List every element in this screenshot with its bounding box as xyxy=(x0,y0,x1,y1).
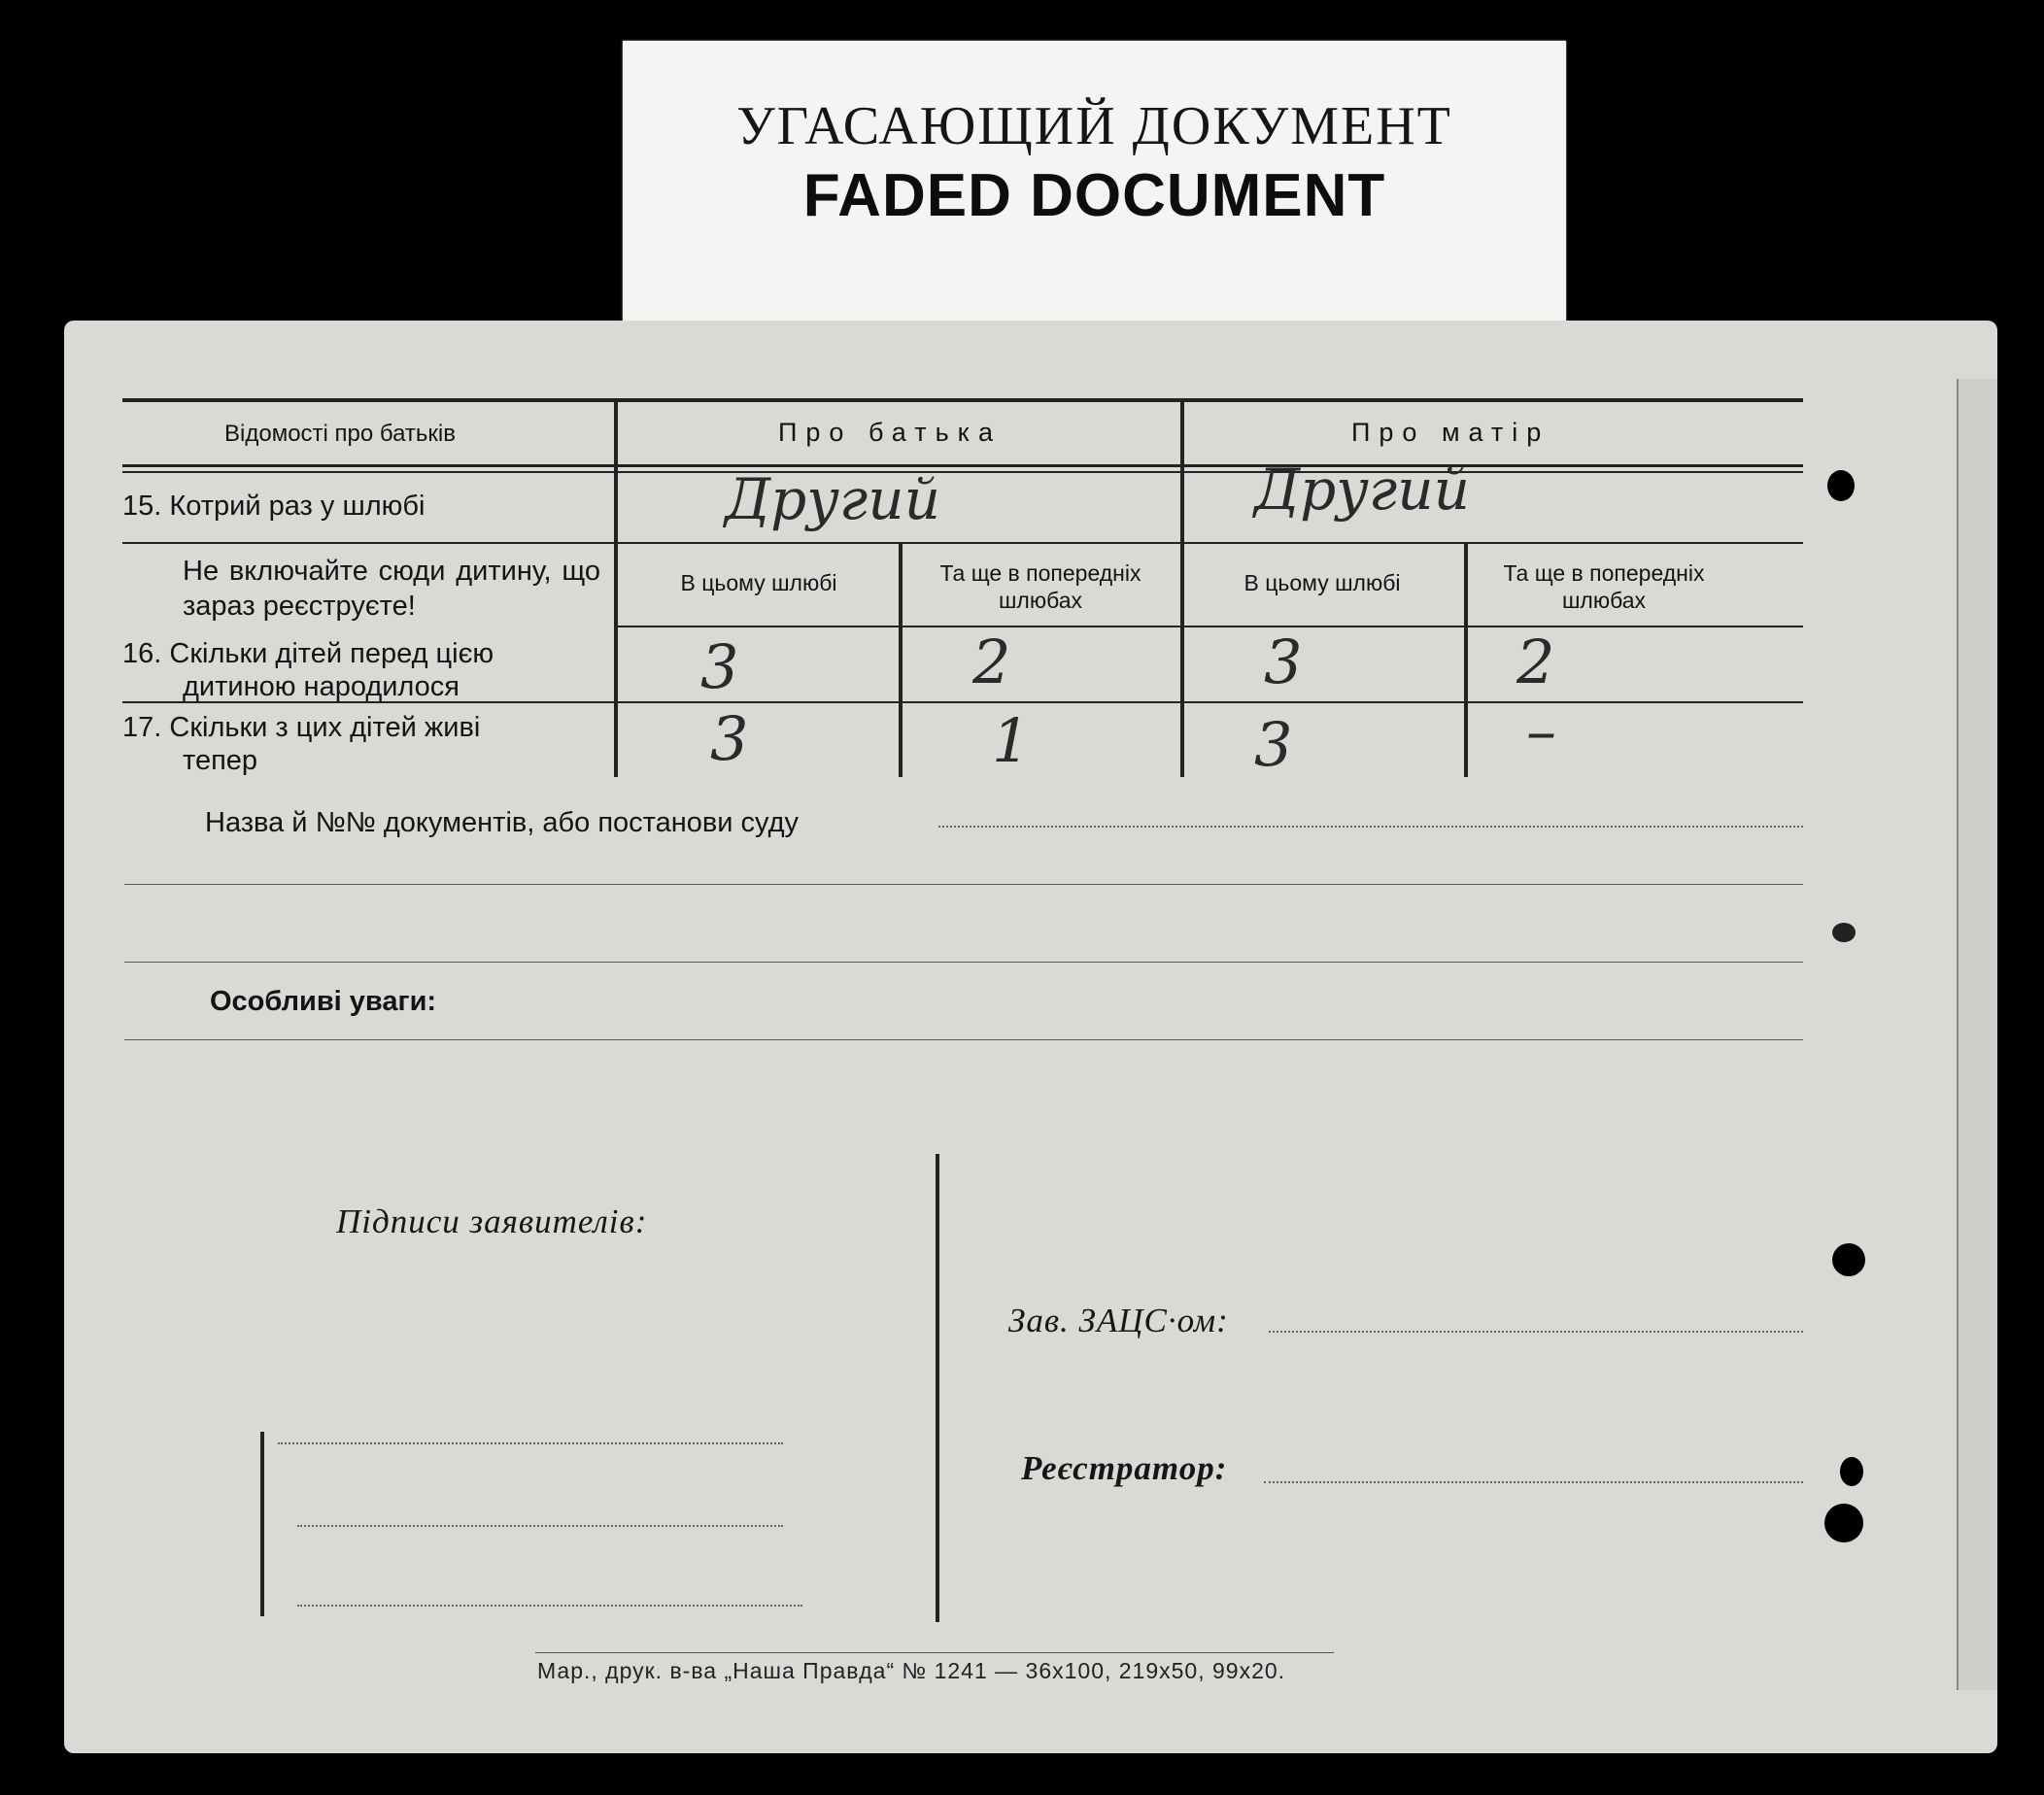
sub-mother-previous: Та ще в попередніх шлюбах xyxy=(1503,560,1705,613)
row15-rule xyxy=(122,542,1803,544)
zags-head-label: Зав. ЗАЦС·ом: xyxy=(1008,1302,1229,1339)
label-title-en: FADED DOCUMENT xyxy=(802,162,1386,229)
exclusion-note: Не включайте сюди дитину, що зараз реєструєте! xyxy=(183,556,600,622)
row17-father-prev: 1 xyxy=(992,705,1031,776)
row17-label-line1: 17. Скільки з цих дітей живі xyxy=(122,712,481,743)
documents-rule-2 xyxy=(124,884,1803,885)
punch-hole xyxy=(1824,1504,1863,1542)
header-parents-info: Відомості про батьків xyxy=(224,421,456,447)
row17-mother-this: 3 xyxy=(1254,709,1293,780)
subcol-divider-father xyxy=(899,544,903,777)
sub-mother-this-marriage: В цьому шлюбі xyxy=(1243,570,1401,595)
registrar-label: Реєстратор: xyxy=(1021,1449,1228,1487)
punch-hole xyxy=(1840,1457,1863,1486)
printer-imprint: Мар., друк. в-ва „Наша Правда“ № 1241 — 36x100, 219x50, 99x20. xyxy=(537,1658,1286,1683)
label-title-ru: УГАСАЮЩИЙ ДОКУМЕНТ xyxy=(736,96,1452,156)
punch-hole xyxy=(1827,470,1855,501)
row17-father-this: 3 xyxy=(710,703,749,774)
header-father: Про батька xyxy=(778,418,1003,447)
signatures-label: Підписи заявителів: xyxy=(336,1202,648,1240)
row16-label-line1: 16. Скільки дітей перед цією xyxy=(122,638,494,669)
header-rule xyxy=(122,464,1803,467)
signature-line-3 xyxy=(297,1605,802,1607)
row16-label-line2: дитиною народилося xyxy=(183,671,460,702)
remarks-rule xyxy=(124,1039,1803,1040)
printer-rule xyxy=(535,1652,1334,1653)
documents-dotted-line xyxy=(938,826,1803,828)
documents-label: Назва й №№ документів, або постанови суду xyxy=(205,807,800,838)
registrar-signature-line xyxy=(1264,1481,1803,1483)
row16-father-prev: 2 xyxy=(972,627,1011,697)
signature-line-2 xyxy=(297,1525,783,1527)
row15-mother-value: Другий xyxy=(1254,457,1470,523)
sub-father-previous: Та ще в попередніх шлюбах xyxy=(939,560,1141,613)
signature-divider xyxy=(936,1154,939,1622)
row15-father-value: Другий xyxy=(725,466,940,532)
row16-father-this: 3 xyxy=(700,631,739,702)
header-mother: Про матір xyxy=(1351,418,1550,447)
row16-mother-this: 3 xyxy=(1264,627,1303,697)
col-divider-2 xyxy=(1180,402,1184,777)
sub-father-this-marriage: В цьому шлюбі xyxy=(680,570,837,595)
row17-label-line2: тепер xyxy=(183,745,258,776)
header-rule-2 xyxy=(122,471,1803,473)
row17-mother-prev: – xyxy=(1526,695,1556,766)
signature-line-1 xyxy=(278,1442,783,1444)
table-top-rule xyxy=(122,398,1803,402)
row15-label: 15. Котрий раз у шлюбі xyxy=(122,491,426,522)
documents-rule-3 xyxy=(124,962,1803,963)
col-divider-1 xyxy=(614,402,618,777)
signature-bracket xyxy=(260,1432,264,1616)
row16-mother-prev: 2 xyxy=(1516,627,1555,697)
document-sheet xyxy=(64,321,1997,1753)
sub-rule xyxy=(618,626,1803,627)
remarks-label: Особливі уваги: xyxy=(210,986,437,1017)
subcol-divider-mother xyxy=(1464,544,1468,777)
punch-hole xyxy=(1832,1243,1865,1276)
punch-hole xyxy=(1832,923,1856,942)
zags-signature-line xyxy=(1269,1331,1803,1333)
faded-document-label xyxy=(623,41,1566,322)
